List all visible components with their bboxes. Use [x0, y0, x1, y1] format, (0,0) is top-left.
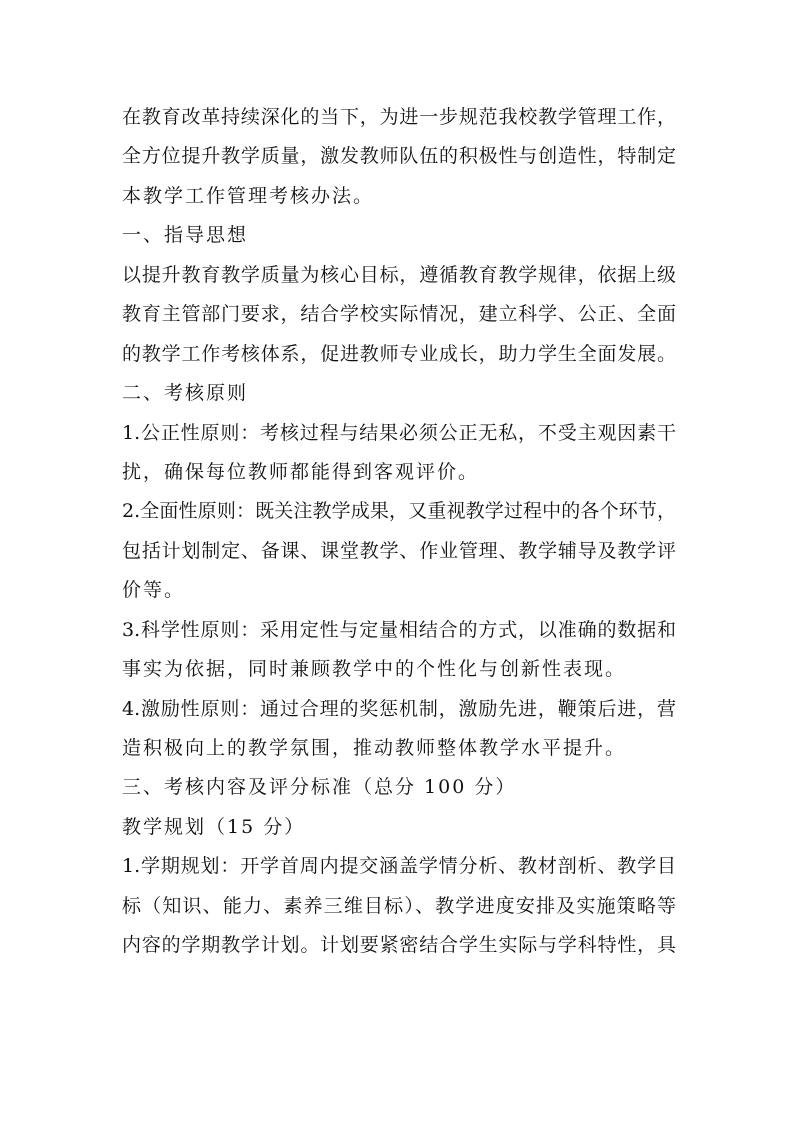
section-heading-guiding-ideology: 一、指导思想: [122, 224, 249, 247]
text-line: 1.公正性原则：考核过程与结果必须公正无私，不受主观因素干: [122, 421, 676, 444]
text-line: 4.激励性原则：通过合理的奖惩机制，激励先进，鞭策后进，营: [122, 697, 676, 720]
intro-paragraph: [122, 98, 676, 216]
text-line: 全方位提升教学质量，激发教师队伍的积极性与创造性，特制定: [122, 145, 676, 168]
document-page: [122, 98, 676, 966]
text-line: 在教育改革持续深化的当下，为进一步规范我校教学管理工作，: [122, 106, 676, 128]
section-heading-assessment-content: 三、考核内容及评分标准（总分 100 分）: [122, 776, 517, 799]
text-line: 事实为依据，同时兼顾教学中的个性化与创新性表现。: [122, 658, 627, 681]
text-line: 1.学期规划：开学首周内提交涵盖学情分析、教材剖析、教学目: [122, 855, 676, 878]
text-line: 2.全面性原则：既关注教学成果，又重视教学过程中的各个环节，: [122, 500, 676, 523]
text-line: 内容的学期教学计划。计划要紧密结合学生实际与学科特性，具: [122, 934, 676, 957]
principle-comprehensiveness: [122, 492, 676, 610]
section-heading-principles: 二、考核原则: [122, 382, 249, 405]
text-line: 包括计划制定、备课、课堂教学、作业管理、教学辅导及教学评: [122, 539, 676, 562]
text-line: 教育主管部门要求，结合学校实际情况，建立科学、公正、全面: [122, 303, 676, 326]
text-line: 标（知识、能力、素养三维目标）、教学进度安排及实施策略等: [122, 894, 676, 917]
text-line: 价等。: [122, 579, 186, 602]
text-line: 扰，确保每位教师都能得到客观评价。: [122, 460, 480, 483]
principle-incentive: [122, 690, 676, 769]
text-line: 本教学工作管理考核办法。: [122, 184, 375, 207]
text-line: 以提升教育教学质量为核心目标，遵循教育教学规律，依据上级: [122, 263, 676, 286]
guiding-ideology-paragraph: [122, 256, 676, 374]
text-line: 造积极向上的教学氛围，推动教师整体教学水平提升。: [122, 737, 627, 759]
subsection-heading-teaching-planning: 教学规划（15 分）: [122, 815, 306, 838]
text-line: 的教学工作考核体系，促进教师专业成长，助力学生全面发展。: [122, 342, 676, 365]
item-semester-planning: [122, 847, 676, 965]
principle-fairness: [122, 414, 676, 493]
principle-scientific: [122, 611, 676, 690]
text-line: 3.科学性原则：采用定性与定量相结合的方式，以准确的数据和: [122, 618, 676, 641]
